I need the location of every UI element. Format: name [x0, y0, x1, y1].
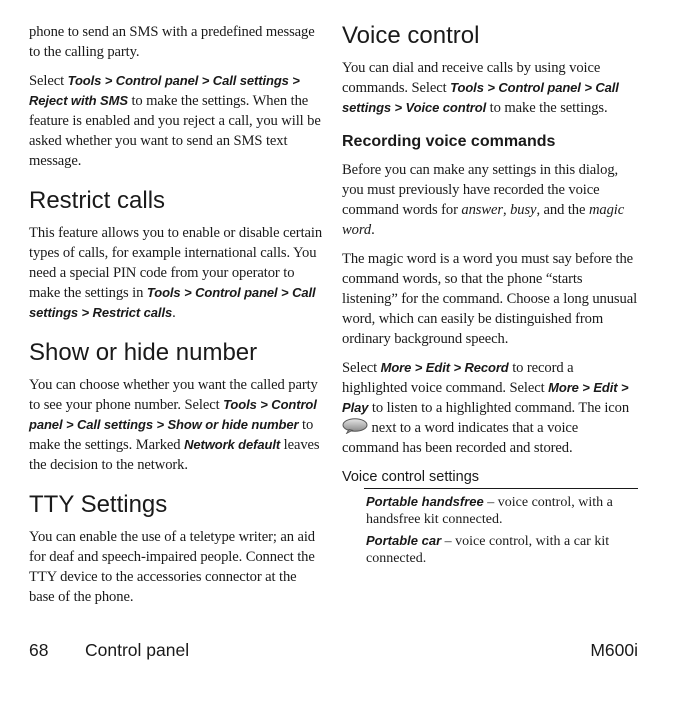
footer-section-title: Control panel	[85, 640, 190, 660]
menu-path-reject-sms: Tools > Control panel > Call settings > Reject with SMS	[29, 73, 300, 108]
menu-path-record: More > Edit > Record	[380, 360, 509, 375]
menu-path-play: More > Edit > Play	[342, 380, 629, 415]
setting-term: Portable handsfree	[366, 494, 484, 509]
table-row	[366, 532, 638, 567]
menu-path-restrict-calls: Tools > Control panel > Call settings > Restrict calls	[29, 285, 316, 320]
text-fragment: .	[371, 222, 375, 238]
heading-recording-voice-commands: Recording voice commands	[342, 133, 556, 150]
text-fragment: ,	[502, 202, 511, 218]
term-answer: answer	[461, 202, 503, 218]
menu-path-voice-control: Tools > Control panel > Call settings > Voice control	[342, 80, 619, 115]
heading-tty-settings: TTY Settings	[29, 491, 168, 518]
menu-path-show-hide: Tools > Control panel > Call settings > Show or hide number	[29, 397, 317, 432]
recording-paragraph-3	[342, 358, 638, 458]
intro-text: phone to send an SMS with a predefined message to the calling party.	[29, 24, 315, 60]
text-fragment: Select	[342, 360, 381, 376]
setting-term: Portable car	[366, 533, 442, 548]
text-fragment: to record a highlighted voice command. Select	[342, 360, 574, 396]
text-fragment: You can choose whether you want the called party to see your phone number. Select	[29, 377, 318, 413]
text-fragment: next to a word indicates that a voice command has been recorded and stored.	[342, 420, 579, 456]
heading-show-hide-number: Show or hide number	[29, 339, 258, 366]
text-fragment: leaves the decision to the network.	[29, 437, 320, 473]
page-number: 68	[29, 640, 49, 660]
text-fragment: This feature allows you to enable or disable certain types of calls, for example international calls. You need a special PIN code from your operator to make the settings in	[29, 225, 323, 301]
text-fragment: to make the settings.	[486, 100, 608, 116]
text-fragment: You can dial and receive calls by using voice commands. Select	[342, 60, 601, 96]
left-column	[29, 22, 325, 616]
recording-paragraph-1	[342, 160, 638, 240]
text-fragment: Before you can make any settings in this dialog, you must previously have recorded the voice command words for	[342, 162, 619, 218]
text-fragment: to make the settings. When the feature is enabled and you reject a call, you will be asked whether you want to send an SMS text message.	[29, 93, 321, 169]
heading-voice-control: Voice control	[342, 22, 480, 49]
table-divider	[364, 488, 638, 489]
page-footer	[29, 640, 638, 662]
text-fragment: , and the	[536, 202, 589, 218]
restrict-calls-paragraph	[29, 223, 325, 323]
footer-model-name: M600i	[590, 640, 638, 660]
intro-paragraph-1	[29, 22, 325, 62]
voice-settings-caption: Voice control settings	[342, 469, 480, 485]
term-busy: busy	[510, 202, 537, 218]
network-default-option: Network default	[184, 437, 281, 452]
text-fragment: .	[172, 305, 176, 321]
setting-description: – voice control, with a car kit connected.	[366, 534, 610, 566]
intro-paragraph-2	[29, 71, 325, 171]
speech-bubble-icon	[342, 418, 368, 434]
text-fragment: to listen to a highlighted command. The icon	[368, 400, 630, 416]
text-fragment: to make the settings. Marked	[29, 417, 314, 453]
heading-restrict-calls: Restrict calls	[29, 187, 166, 214]
voice-control-paragraph	[342, 58, 638, 118]
setting-description: – voice control, with a handsfree kit connected.	[366, 495, 613, 527]
tty-paragraph: You can enable the use of a teletype writer; an aid for deaf and speech-impaired people. Connect the TTY device to the accessories connector at the base of the phone.	[29, 529, 315, 605]
show-hide-paragraph	[29, 375, 325, 475]
table-row	[366, 493, 638, 528]
term-magic-word: magic word	[342, 202, 625, 238]
right-column	[342, 22, 638, 567]
text-fragment: Select	[29, 73, 68, 89]
recording-paragraph-2: The magic word is a word you must say before the command words, so that the phone “starts listening” for the command. Choose a long unusual word, which can easily be distinguished from ordinary background speech.	[342, 251, 638, 347]
